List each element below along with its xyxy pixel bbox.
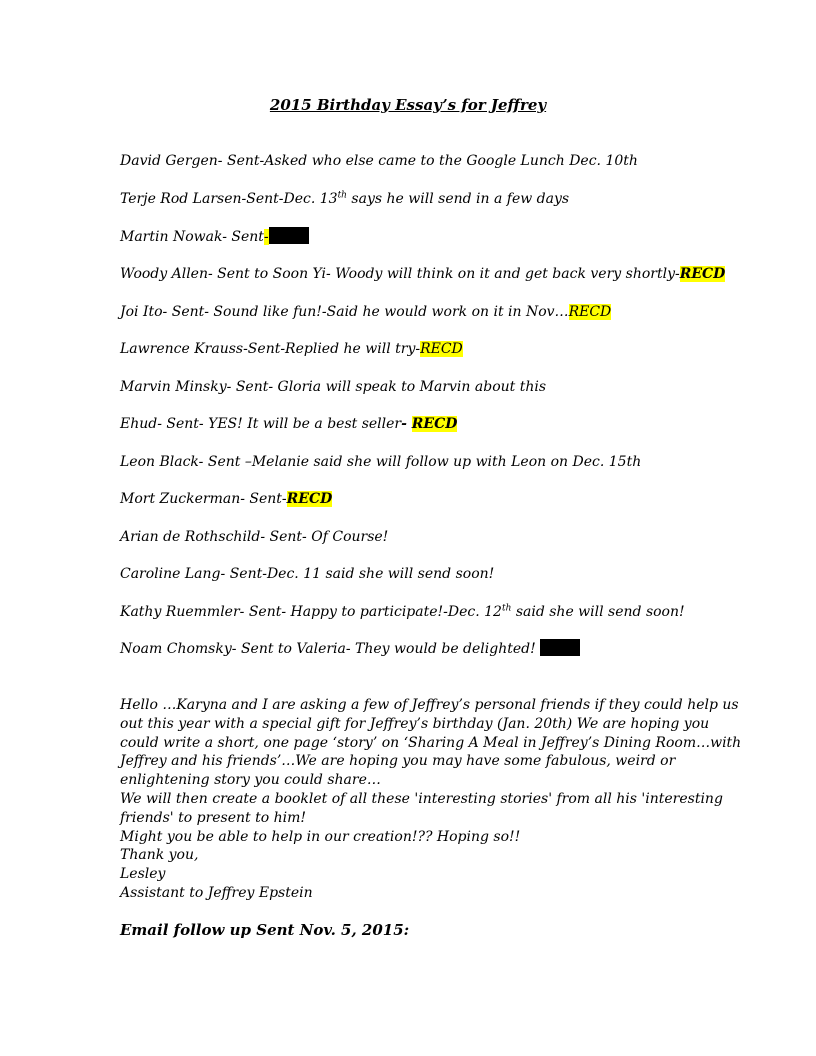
entry-text: Ehud- Sent- YES! It will be a best seller: [120, 416, 402, 432]
letter-line: Assistant to Jeffrey Epstein: [120, 884, 313, 901]
letter-line: Hello …Karyna and I are asking a few of Jeffrey’s personal friends if they could help us: [120, 697, 739, 713]
letter-line: Lesley: [120, 866, 166, 883]
entry-text: Mort Zuckerman- Sent-: [120, 491, 287, 507]
letter-line: could write a short, one page ‘story’ on ‘Sharing A Meal in Jeffrey’s Dining Room…with: [120, 734, 742, 751]
entry-text: Caroline Lang- Sent-Dec. 11 said she will send soon!: [120, 566, 495, 582]
entry-zuckerman: [120, 489, 332, 509]
recd-badge: RECD: [411, 416, 458, 432]
redaction-box: [269, 227, 309, 244]
letter-line: Jeffrey and his friends’…We are hoping you may have some fabulous, weird or: [120, 753, 676, 770]
entry-rothschild: [120, 527, 388, 547]
entry-text: Leon Black- Sent –Melanie said she will follow up with Leon on Dec. 15th: [120, 454, 642, 470]
entry-text: said she will send soon!: [511, 604, 685, 620]
entry-krauss: [120, 339, 463, 359]
entry-nowak: [120, 227, 309, 247]
entry-text: Marvin Minsky- Sent- Gloria will speak to Marvin about this: [120, 379, 547, 395]
entry-text: Noam Chomsky- Sent to Valeria- They would be delighted!: [120, 641, 541, 657]
redaction-box: [540, 639, 580, 656]
entry-text: Joi Ito- Sent- Sound like fun!-Said he would work on it in Nov…: [120, 304, 569, 320]
letter-line: We will then create a booklet of all these 'interesting stories' from all his 'interesting: [120, 790, 723, 807]
recd-badge: RECD: [420, 341, 463, 357]
entry-text: Arian de Rothschild- Sent- Of Course!: [120, 529, 389, 545]
followup-heading: Email follow up Sent Nov. 5, 2015:: [120, 921, 410, 939]
entry-lang: [120, 564, 494, 584]
entry-minsky: [120, 377, 546, 397]
entry-text: Martin Nowak- Sent: [120, 229, 264, 245]
entry-text: David Gergen- Sent-Asked who else came to the Google Lunch Dec. 10th: [120, 153, 638, 169]
entry-text: says he will send in a few days: [346, 191, 570, 207]
recd-badge: RECD: [568, 304, 612, 320]
letter-line: Thank you,: [120, 847, 199, 864]
letter-line: friends' to present to him!: [120, 809, 307, 826]
recd-badge: RECD: [679, 266, 726, 282]
ordinal-suffix: th: [337, 190, 347, 201]
entry-text: Woody Allen- Sent to Soon Yi- Woody will think on it and get back very shortly-: [120, 266, 680, 282]
letter-body: [120, 696, 742, 903]
entry-ito: [120, 302, 611, 322]
entry-ehud: [120, 414, 457, 434]
entry-text: Terje Rod Larsen-Sent-Dec. 13: [120, 191, 338, 207]
letter-line: Might you be able to help in our creation!?? Hoping so!!: [120, 828, 521, 845]
entry-allen: [120, 264, 725, 284]
entry-ruemmler: [120, 602, 685, 622]
recd-badge: RECD: [286, 491, 333, 507]
document-title: 2015 Birthday Essay’s for Jeffrey: [269, 96, 547, 114]
entry-text: Lawrence Krauss-Sent-Replied he will try-: [120, 341, 421, 357]
highlight: -: [263, 229, 269, 245]
entry-text: Kathy Ruemmler- Sent- Happy to participate!-Dec. 12: [120, 604, 502, 620]
entry-gergen: [120, 151, 638, 171]
entry-larsen: [120, 189, 569, 209]
entry-black: [120, 452, 641, 472]
letter-line: enlightening story you could share…: [120, 772, 381, 789]
entry-chomsky: [120, 639, 580, 659]
letter-line: out this year with a special gift for Jeffrey’s birthday (Jan. 20th) We are hoping you: [120, 715, 710, 732]
entry-dash: -: [401, 416, 412, 432]
ordinal-suffix: th: [501, 603, 512, 614]
